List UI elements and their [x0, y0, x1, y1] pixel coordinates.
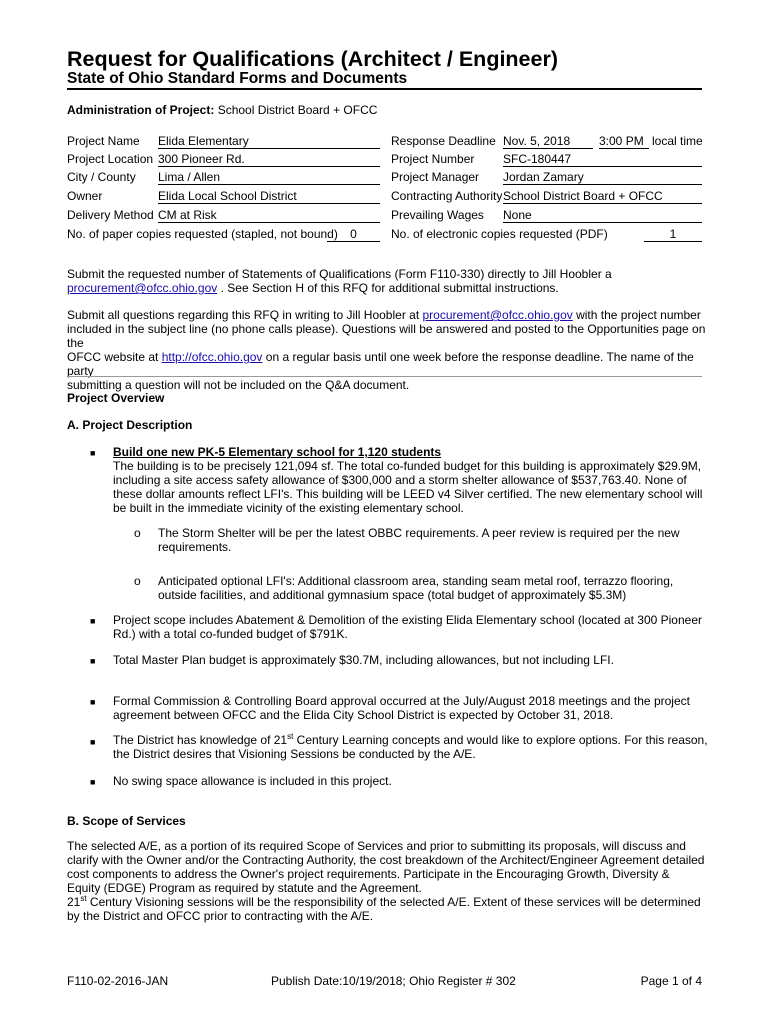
submission-p2-line3a: OFCC website at — [67, 350, 162, 365]
administration-line — [67, 103, 377, 117]
delivery-method-field[interactable]: CM at Risk — [158, 208, 380, 223]
circle-bullet-icon: o — [134, 526, 141, 540]
submission-p1-text: Submit the requested number of Statements of Qualifications (Form F110-330) directly to Jill Hoobler a — [67, 267, 612, 281]
project-description-heading: A. Project Description — [67, 418, 193, 432]
prevailing-wages-label: Prevailing Wages — [391, 208, 484, 222]
response-deadline-time-field[interactable]: 3:00 PM — [599, 134, 649, 149]
scope-of-services-heading: B. Scope of Services — [67, 814, 186, 828]
response-deadline-label: Response Deadline — [391, 134, 496, 148]
bullet-icon: ■ — [90, 777, 96, 787]
contracting-authority-field[interactable]: School District Board + OFCC — [503, 189, 702, 204]
footer-publish-date: Publish Date:10/19/2018; Ohio Register # 302 — [271, 974, 516, 988]
bullet-demolition: Project scope includes Abatement & Demolition of the existing Elida Elementary school (located at 300 Pioneer Rd.) with a total co-funded budget of $791K. — [113, 613, 702, 642]
sub-bullet-storm-shelter: The Storm Shelter will be per the latest OBBC requirements. A peer review is required per the new requirements. — [158, 526, 680, 555]
bullet-icon: ■ — [90, 448, 96, 458]
submission-p2-line2: included in the subject line (no phone calls please). Questions will be answered and posted to the Opportunities page on the — [67, 322, 706, 351]
circle-bullet-icon: o — [134, 574, 141, 588]
project-location-label: Project Location — [67, 152, 154, 166]
response-deadline-date-field[interactable]: Nov. 5, 2018 — [503, 134, 593, 149]
bullet-century-learning — [113, 733, 708, 761]
paper-copies-label: No. of paper copies requested (stapled, not bound) — [67, 227, 338, 241]
submission-p2-line3b: on a regular basis until one week before the response deadline. The name of the party — [67, 350, 694, 379]
footer-form-id: F110-02-2016-JAN — [67, 974, 169, 988]
footer-page-number: Page 1 of 4 — [640, 974, 702, 988]
bullet-icon: ■ — [90, 616, 96, 626]
local-time-label: local time — [652, 134, 703, 148]
superscript-st: st — [80, 894, 87, 904]
section-divider — [67, 376, 702, 377]
procurement-email-link[interactable]: procurement@ofcc.ohio.gov — [67, 281, 218, 296]
bullet-icon: ■ — [90, 656, 96, 666]
submission-p1-tail: . See Section H of this RFQ for additional submittal instructions. — [217, 281, 559, 296]
project-location-field[interactable]: 300 Pioneer Rd. — [158, 152, 380, 167]
scope-of-services-text — [67, 839, 705, 924]
submission-p2-line4: submitting a question will not be included on the Q&A document. — [67, 378, 410, 393]
procurement-email-link-2[interactable]: procurement@ofcc.ohio.gov — [422, 308, 573, 322]
administration-label: Administration of Project: — [67, 103, 215, 117]
administration-value: School District Board + OFCC — [217, 103, 378, 117]
project-manager-field[interactable]: Jordan Zamary — [503, 170, 702, 185]
submission-paragraph-2 — [67, 308, 707, 393]
owner-field[interactable]: Elida Local School District — [158, 189, 380, 204]
submission-p2-text: Submit all questions regarding this RFQ in writing to Jill Hoobler at — [67, 308, 423, 322]
document-title: Request for Qualifications (Architect / Engineer) — [67, 47, 558, 71]
submission-p2-tail: with the project number — [572, 308, 701, 322]
scope-visioning-b: Century Visioning sessions will be the responsibility of the selected A/E. Extent of these services will be determined by the District and OFCC prior to contracting with the A/E. — [67, 895, 701, 924]
delivery-method-label: Delivery Method — [67, 208, 154, 222]
owner-label: Owner — [67, 189, 103, 203]
city-county-field[interactable]: Lima / Allen — [158, 170, 380, 185]
project-name-label: Project Name — [67, 134, 140, 148]
contracting-authority-label: Contracting Authority — [391, 189, 503, 203]
project-name-field[interactable]: Elida Elementary — [158, 134, 380, 149]
sub-bullet-optional-lfi: Anticipated optional LFI's: Additional classroom area, standing seam metal roof, terrazzo flooring, outside facilities, and additional gymnasium space (total budget of approximately $5.3M) — [158, 574, 674, 603]
bullet-icon: ■ — [90, 737, 96, 747]
paper-copies-field[interactable]: 0 — [327, 227, 380, 242]
scope-visioning-a: 21 — [67, 895, 81, 910]
electronic-copies-field[interactable]: 1 — [644, 227, 702, 242]
header-divider — [67, 88, 702, 90]
century-learning-text-b: Century Learning concepts and would like to explore options. For this reason, the District desires that Visioning Sessions be conducted by the A/E. — [113, 733, 708, 762]
bullet-new-school — [113, 445, 708, 515]
bullet-master-plan: Total Master Plan budget is approximately $30.7M, including allowances, but not including LFI. — [113, 653, 614, 667]
document-subtitle: State of Ohio Standard Forms and Documents — [67, 70, 408, 87]
century-learning-text-a: The District has knowledge of 21 — [113, 733, 288, 747]
project-manager-label: Project Manager — [391, 170, 480, 184]
bullet-swing-space: No swing space allowance is included in this project. — [113, 774, 392, 788]
project-overview-heading: Project Overview — [67, 391, 165, 405]
project-number-field[interactable]: SFC-180447 — [503, 152, 702, 167]
prevailing-wages-field[interactable]: None — [503, 208, 702, 223]
scope-paragraph: The selected A/E, as a portion of its required Scope of Services and prior to submitting its proposals, will discuss and clarify with the Owner and/or the Contracting Authority, the cost breakdown of the Architect/Engineer Agreement detailed cost components to address the Owner's project requirements. Participate in the Encouraging Growth, Diversity & Equity (EDGE) Program as required by statute and the Agreement. — [67, 839, 705, 896]
city-county-label: City / County — [67, 170, 136, 184]
bullet-approval: Formal Commission & Controlling Board approval occurred at the July/August 2018 meetings and the project agreement between OFCC and the Elida City School District is expected by October 31, 2018. — [113, 694, 690, 723]
bullet-icon: ■ — [90, 697, 96, 707]
new-school-title: Build one new PK-5 Elementary school for 1,120 students — [113, 445, 442, 459]
submission-paragraph-1 — [67, 267, 707, 295]
scope-visioning-paragraph — [67, 895, 705, 923]
new-school-text: The building is to be precisely 121,094 sf. The total co-funded budget for this building is approximately $29.9M, including a site access safety allowance of $300,000 and a storm shelter allowance of $537,763.40. None of these dollar amounts reflect LFI's. This building will be LEED v4 Silver certified. The new elementary school will be built in the immediate vicinity of the existing elementary school. — [113, 459, 703, 516]
superscript-st: st — [287, 732, 294, 741]
project-number-label: Project Number — [391, 152, 475, 166]
ofcc-website-link[interactable]: http://ofcc.ohio.gov — [161, 350, 263, 365]
electronic-copies-label: No. of electronic copies requested (PDF) — [391, 227, 608, 241]
